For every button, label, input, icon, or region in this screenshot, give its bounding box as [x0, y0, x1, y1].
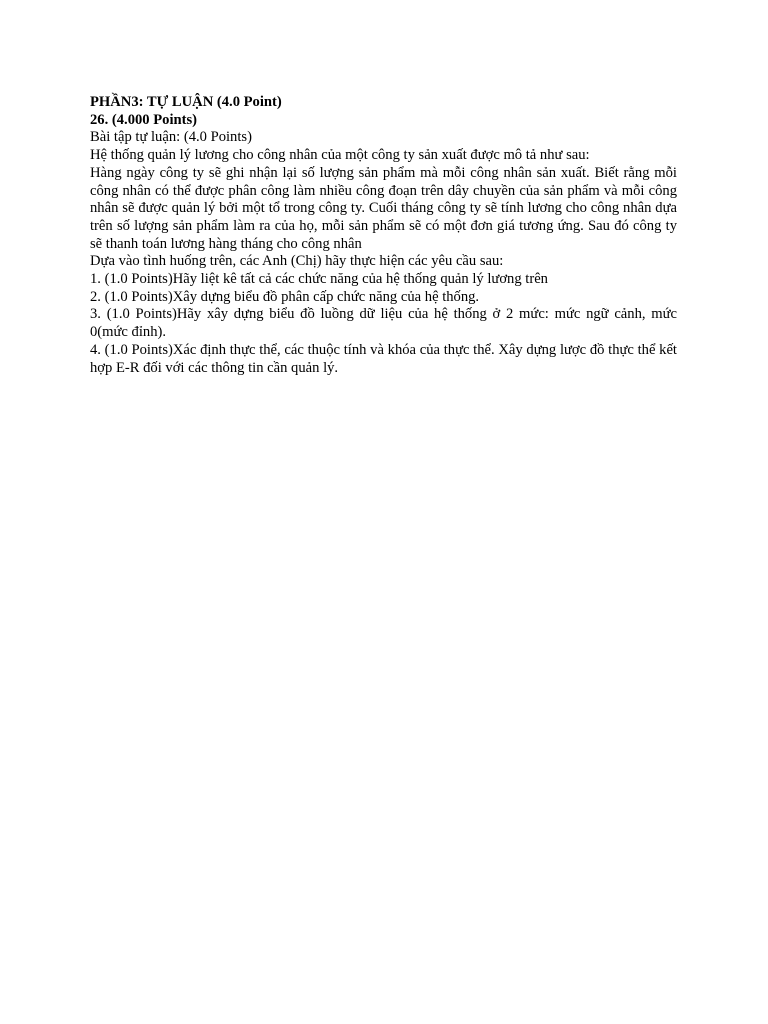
- intro-paragraph: Hệ thống quản lý lương cho công nhân của một công ty sản xuất được mô tả như sau:: [90, 147, 590, 164]
- requirement-item: 2. (1.0 Points)Xây dựng biểu đồ phân cấp chức năng của hệ thống.: [90, 288, 480, 305]
- exercise-label: Bài tập tự luận: (4.0 Points): [90, 129, 252, 146]
- question-heading: 26. (4.000 Points): [90, 111, 198, 128]
- document-body: [90, 94, 677, 377]
- requirement-item: 3. (1.0 Points)Hãy xây dựng biểu đồ luồng dữ liệu của hệ thống ở 2 mức: mức ngữ cảnh, mức 0(mức đỉnh).: [90, 306, 677, 341]
- requirements-intro: Dựa vào tình huống trên, các Anh (Chị) hãy thực hiện các yêu cầu sau:: [90, 253, 504, 270]
- requirement-item: 1. (1.0 Points)Hãy liệt kê tất cả các chức năng của hệ thống quản lý lương trên: [90, 271, 548, 288]
- description-paragraph: Hàng ngày công ty sẽ ghi nhận lại số lượng sản phẩm mà mỗi công nhân sản xuất. Biết rằng mỗi công nhân có thể được phân công làm nhiều công đoạn trên dây chuyền của sản phẩm và mỗi công nhân sẽ được quản lý bởi một tổ trong công ty. Cuối tháng công ty sẽ tính lương cho công nhân dựa trên số lượng sản phẩm làm ra của họ, mỗi sản phẩm sẽ có một đơn giá tương ứng. Sau đó công ty sẽ thanh toán lương hàng tháng cho công nhân: [90, 164, 677, 252]
- requirement-item: 4. (1.0 Points)Xác định thực thể, các thuộc tính và khóa của thực thể. Xây dựng lược đồ thực thể kết hợp E-R đối với các thông tin cần quản lý.: [90, 341, 677, 376]
- section-heading: PHẦN3: TỰ LUẬN (4.0 Point): [90, 94, 282, 110]
